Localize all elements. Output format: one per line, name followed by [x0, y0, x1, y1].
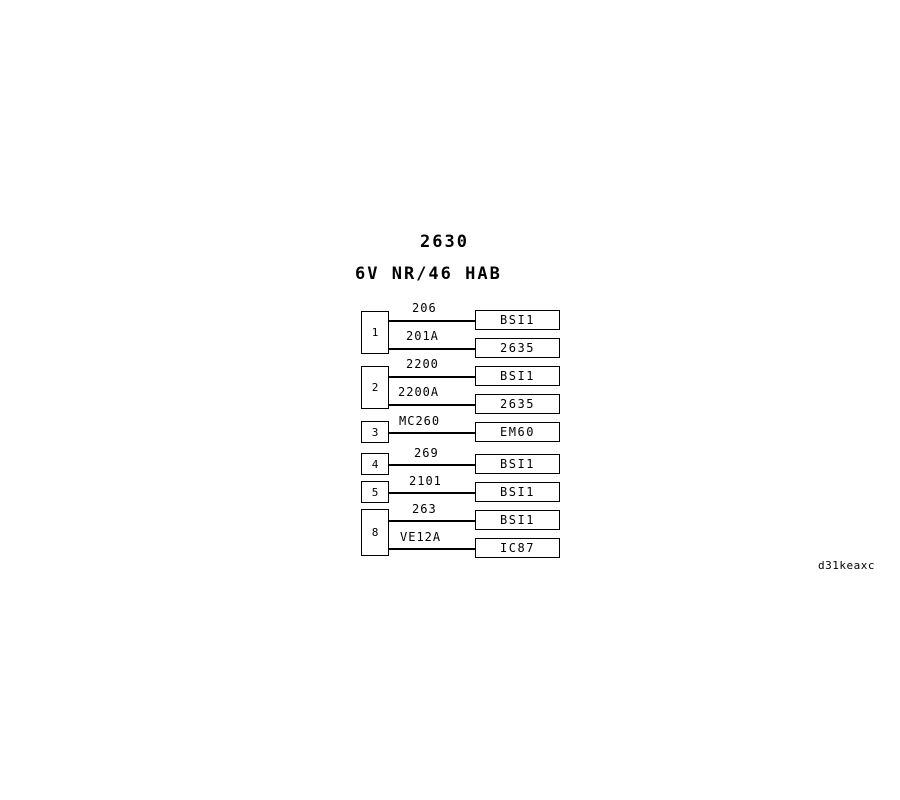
pin-box	[361, 366, 389, 409]
destination-box	[475, 454, 560, 474]
pin-number: 3	[371, 425, 379, 439]
pin-number: 5	[371, 485, 379, 499]
reference-code: d31keaxc	[818, 559, 875, 572]
destination-label: BSI1	[500, 513, 535, 527]
wire-line	[389, 548, 475, 550]
wire-line	[389, 464, 475, 466]
wire-label: 263	[412, 502, 437, 516]
wire-line	[389, 320, 475, 322]
destination-box	[475, 422, 560, 442]
wire-label: 2101	[409, 474, 442, 488]
destination-box	[475, 338, 560, 358]
pin-box	[361, 481, 389, 503]
wire-label: VE12A	[400, 530, 442, 544]
destination-box	[475, 310, 560, 330]
wire-line	[389, 520, 475, 522]
pin-number: 4	[371, 457, 379, 471]
wire-label: 201A	[406, 329, 439, 343]
destination-label: EM60	[500, 425, 535, 439]
destination-box	[475, 510, 560, 530]
destination-label: BSI1	[500, 485, 535, 499]
destination-box	[475, 366, 560, 386]
wire-line	[389, 376, 475, 378]
destination-label: BSI1	[500, 457, 535, 471]
wire-line	[389, 492, 475, 494]
pin-box	[361, 421, 389, 443]
wire-label: 206	[412, 301, 437, 315]
destination-box	[475, 482, 560, 502]
destination-label: 2635	[500, 341, 535, 355]
wire-line	[389, 348, 475, 350]
destination-label: IC87	[500, 541, 535, 555]
destination-label: BSI1	[500, 369, 535, 383]
diagram-subtitle: 6V NR/46 HAB	[355, 264, 502, 284]
pin-number: 8	[371, 526, 379, 539]
pin-box	[361, 509, 389, 556]
wire-label: 269	[414, 446, 439, 460]
pin-box	[361, 311, 389, 354]
pin-box	[361, 453, 389, 475]
wire-label: 2200	[406, 357, 439, 371]
diagram-title: 2630	[420, 232, 469, 252]
destination-label: 2635	[500, 397, 535, 411]
destination-box	[475, 538, 560, 558]
pin-number: 2	[371, 381, 379, 394]
wire-line	[389, 432, 475, 434]
wire-line	[389, 404, 475, 406]
wire-label: MC260	[399, 414, 441, 428]
destination-box	[475, 394, 560, 414]
pin-number: 1	[371, 326, 379, 339]
wire-label: 2200A	[398, 385, 440, 399]
destination-label: BSI1	[500, 313, 535, 327]
